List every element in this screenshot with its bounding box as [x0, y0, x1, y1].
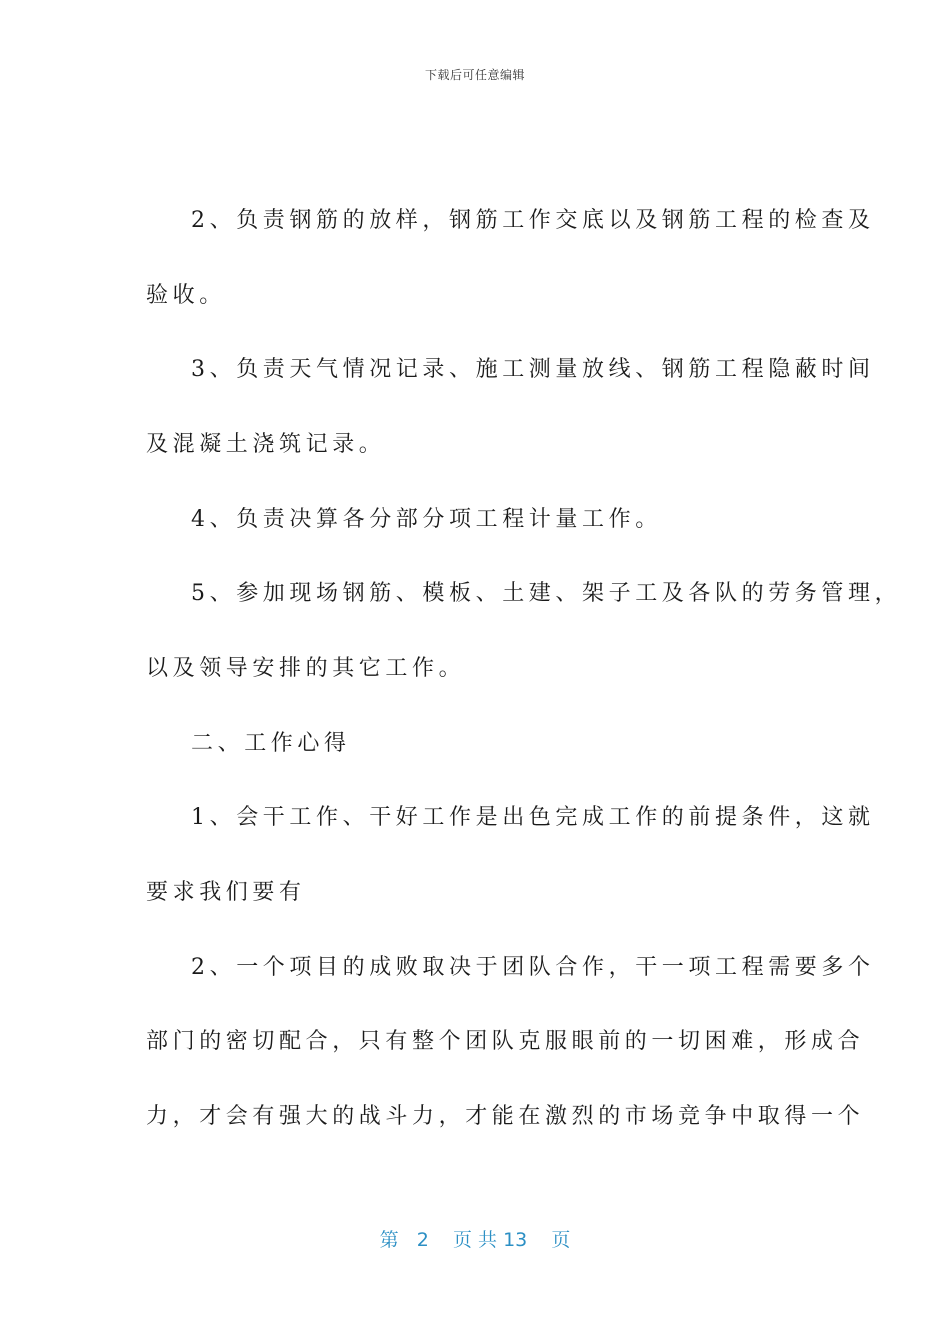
- paragraph-line: 力，才会有强大的战斗力，才能在激烈的市场竞争中取得一个: [146, 1104, 865, 1129]
- header-note: 下载后可任意编辑: [424, 68, 525, 82]
- paragraph-line: 3、负责天气情况记录、施工测量放线、钢筋工程隐蔽时间: [191, 357, 875, 382]
- paragraph-line: 要求我们要有: [146, 880, 306, 905]
- page-label-mid: 页 共: [452, 1229, 498, 1251]
- paragraph-line: 1、会干工作、干好工作是出色完成工作的前提条件，这就: [191, 805, 875, 830]
- paragraph-line: 部门的密切配合，只有整个团队克服眼前的一切困难，形成合: [146, 1029, 865, 1054]
- total-pages-number: 13: [503, 1229, 528, 1251]
- paragraph-line: 5、参加现场钢筋、模板、土建、架子工及各队的劳务管理，: [191, 581, 902, 606]
- page-label-suffix: 页: [551, 1229, 571, 1251]
- paragraph-line: 及混凝土浇筑记录。: [146, 432, 386, 457]
- paragraph-line: 2、一个项目的成败取决于团队合作，干一项工程需要多个: [191, 955, 875, 980]
- paragraph-line: 以及领导安排的其它工作。: [146, 656, 466, 681]
- paragraph-line: 2、负责钢筋的放样，钢筋工作交底以及钢筋工程的检查及: [191, 208, 875, 233]
- current-page-number: 2: [416, 1229, 429, 1251]
- page-footer: [0, 1225, 950, 1252]
- paragraph-line: 验收。: [146, 283, 226, 308]
- page-label-prefix: 第: [379, 1229, 399, 1251]
- paragraph-line: 4、负责决算各分部分项工程计量工作。: [191, 507, 662, 532]
- section-heading: 二、工作心得: [191, 731, 351, 756]
